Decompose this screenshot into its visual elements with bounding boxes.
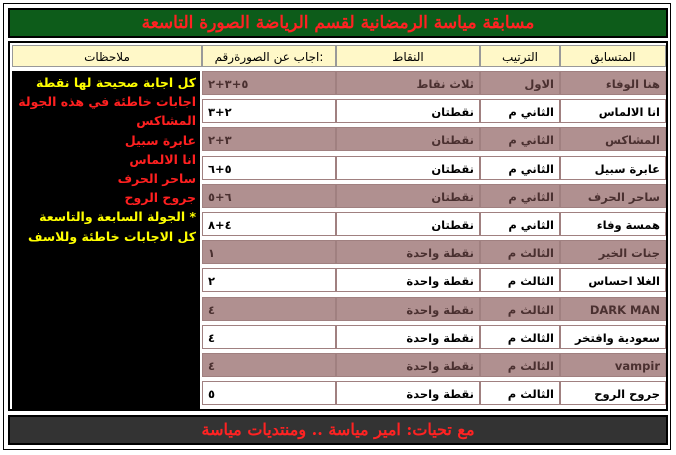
answer-cell: ١ (202, 240, 336, 264)
points-cell: نقطة واحدة (336, 268, 480, 292)
rank-cell: الثاني م (480, 184, 560, 208)
header-contestant: المتسابق (560, 45, 666, 67)
answer-cell: ٤ (202, 325, 336, 349)
points-cell: نقطة واحدة (336, 381, 480, 405)
header-answer: اجاب عن الصورةرقم: (202, 45, 336, 67)
contestant-cell: المشاكس (560, 127, 666, 151)
contestant-cell: جنات الخير (560, 240, 666, 264)
points-cell: نقطتان (336, 156, 480, 180)
points-cell: نقطة واحدة (336, 240, 480, 264)
rank-cell: الثاني م (480, 212, 560, 236)
page-title: مسابقة مياسة الرمضانية لقسم الرياضة الصورة التاسعة (141, 13, 535, 33)
rank-cell: الثالث م (480, 353, 560, 377)
header-rank: الترتيب (480, 45, 560, 67)
contestant-cell: انا الالماس (560, 99, 666, 123)
note-line: ساحر الحرف (117, 171, 196, 187)
notes-panel (12, 71, 200, 409)
contestant-cell: جروح الروح (560, 381, 666, 405)
rank-cell: الثاني م (480, 99, 560, 123)
rank-cell: الثاني م (480, 127, 560, 151)
rank-cell: الاول (480, 71, 560, 95)
contestant-cell: الغلا احساس (560, 268, 666, 292)
points-cell: نقطة واحدة (336, 297, 480, 321)
note-line: المشاكس (136, 113, 196, 129)
footer-banner (8, 415, 668, 445)
answer-cell: ٣+٢ (202, 127, 336, 151)
answer-cell: ٢+٣ (202, 99, 336, 123)
answer-cell: ٢ (202, 268, 336, 292)
answer-cell: ٥+٦ (202, 156, 336, 180)
rank-cell: الثالث م (480, 325, 560, 349)
header-points: النقاط (336, 45, 480, 67)
answer-cell: ٤ (202, 353, 336, 377)
points-cell: ثلاث نقاط (336, 71, 480, 95)
contestant-cell: همسة وفاء (560, 212, 666, 236)
rank-cell: الثالث م (480, 297, 560, 321)
rank-cell: الثالث م (480, 240, 560, 264)
note-line: انا الالماس (129, 151, 196, 167)
contestant-cell: ساحر الحرف (560, 184, 666, 208)
contestant-cell: عابرة سبيل (560, 156, 666, 180)
note-line: جروح الروح (124, 190, 196, 206)
contestant-cell: سعودية وافتخر (560, 325, 666, 349)
answer-cell: ٥+٣+٢ (202, 71, 336, 95)
points-cell: نقطتان (336, 184, 480, 208)
answer-cell: ٤ (202, 297, 336, 321)
contestant-cell: DARK MAN (560, 297, 666, 321)
contestant-cell: vampir (560, 353, 666, 377)
rank-cell: الثالث م (480, 381, 560, 405)
points-cell: نقطتان (336, 99, 480, 123)
rank-cell: الثاني م (480, 156, 560, 180)
answer-cell: ٤+٨ (202, 212, 336, 236)
note-line: * الجولة السابعة والتاسعة (39, 209, 196, 225)
answer-cell: ٦+٥ (202, 184, 336, 208)
header-notes: ملاحظات (12, 45, 202, 67)
points-cell: نقطة واحدة (336, 325, 480, 349)
points-cell: نقطة واحدة (336, 353, 480, 377)
note-line: كل اجابة صحيحة لها نقطة (36, 75, 196, 90)
rank-cell: الثالث م (480, 268, 560, 292)
note-line: اجابات خاطئة في هذه الجولة (18, 94, 196, 110)
points-cell: نقطتان (336, 212, 480, 236)
footer-text: مع تحيات: امير مياسة .. ومنتديات مياسة (201, 420, 475, 439)
contestant-cell: هنا الوفاء (560, 71, 666, 95)
results-table (8, 41, 668, 411)
answer-cell: ٥ (202, 381, 336, 405)
note-line: كل الاجابات خاطئة وللاسف (27, 228, 196, 244)
points-cell: نقطتان (336, 127, 480, 151)
title-banner (8, 8, 668, 38)
note-line: عابرة سبيل (124, 132, 196, 148)
